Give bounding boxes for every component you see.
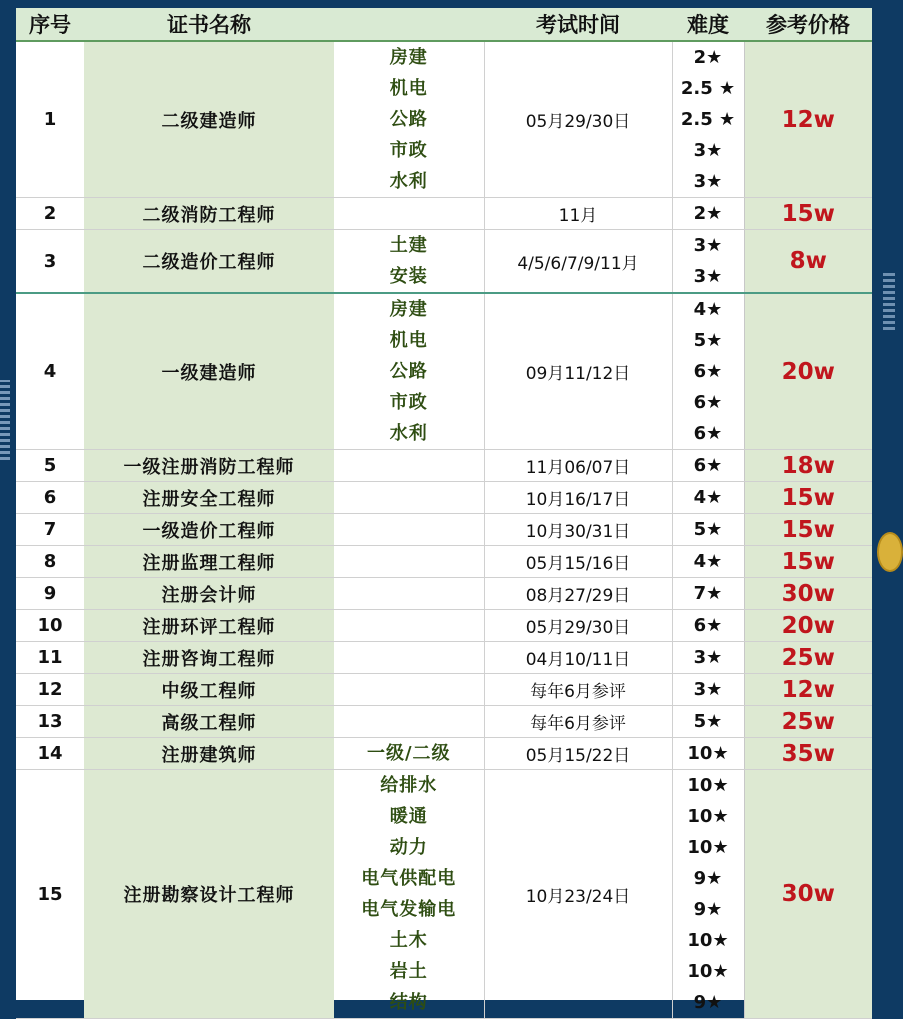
background-pattern-left bbox=[0, 380, 10, 460]
difficulty-rating: 10★ bbox=[687, 961, 729, 982]
exam-time: 10月30/31日 bbox=[484, 514, 672, 546]
row-number: 13 bbox=[16, 706, 84, 738]
difficulty-list bbox=[672, 738, 744, 770]
specialty-item: 机电 bbox=[389, 78, 428, 99]
table-row bbox=[16, 230, 872, 294]
difficulty-rating: 5★ bbox=[693, 711, 723, 732]
header-price: 参考价格 bbox=[744, 8, 872, 41]
difficulty-rating: 2.5 ★ bbox=[680, 78, 736, 99]
specialty-item: 岩土 bbox=[389, 961, 428, 982]
certificate-specialty-list bbox=[334, 198, 484, 230]
specialty-item: 公路 bbox=[389, 109, 428, 130]
table-header-row bbox=[16, 8, 872, 41]
row-number: 14 bbox=[16, 738, 84, 770]
table-row bbox=[16, 546, 872, 578]
exam-time: 10月23/24日 bbox=[484, 770, 672, 1019]
reference-price: 35w bbox=[744, 738, 872, 770]
reference-price: 20w bbox=[744, 610, 872, 642]
difficulty-rating: 3★ bbox=[693, 266, 723, 287]
row-number: 5 bbox=[16, 450, 84, 482]
certificate-specialty-list bbox=[334, 514, 484, 546]
specialty-item: 土木 bbox=[389, 930, 428, 951]
table-row bbox=[16, 770, 872, 1019]
difficulty-rating: 5★ bbox=[693, 519, 723, 540]
row-number: 3 bbox=[16, 230, 84, 294]
difficulty-rating: 3★ bbox=[693, 171, 723, 192]
certificate-name: 注册安全工程师 bbox=[84, 482, 334, 514]
specialty-item: 公路 bbox=[389, 361, 428, 382]
specialty-item: 土建 bbox=[389, 235, 428, 256]
certificate-specialty-list bbox=[334, 450, 484, 482]
specialty-item: 房建 bbox=[389, 299, 428, 320]
exam-time: 11月 bbox=[484, 198, 672, 230]
row-number: 15 bbox=[16, 770, 84, 1019]
difficulty-rating: 6★ bbox=[693, 423, 723, 444]
reference-price: 20w bbox=[744, 293, 872, 450]
exam-time: 4/5/6/7/9/11月 bbox=[484, 230, 672, 294]
certificate-name: 注册环评工程师 bbox=[84, 610, 334, 642]
exam-time: 10月16/17日 bbox=[484, 482, 672, 514]
reference-price: 15w bbox=[744, 198, 872, 230]
specialty-item: 安装 bbox=[389, 266, 428, 287]
difficulty-list bbox=[672, 706, 744, 738]
exam-time: 08月27/29日 bbox=[484, 578, 672, 610]
difficulty-rating: 2.5 ★ bbox=[680, 109, 736, 130]
specialty-item: 电气供配电 bbox=[361, 868, 457, 889]
table-row bbox=[16, 674, 872, 706]
reference-price: 15w bbox=[744, 514, 872, 546]
difficulty-list bbox=[672, 674, 744, 706]
difficulty-list bbox=[672, 198, 744, 230]
specialty-item: 机电 bbox=[389, 330, 428, 351]
table-body bbox=[16, 41, 872, 1019]
difficulty-rating: 10★ bbox=[687, 775, 729, 796]
difficulty-rating: 6★ bbox=[693, 615, 723, 636]
difficulty-list bbox=[672, 546, 744, 578]
row-number: 1 bbox=[16, 41, 84, 198]
certificate-name: 二级造价工程师 bbox=[84, 230, 334, 294]
difficulty-rating: 4★ bbox=[693, 487, 723, 508]
table-row bbox=[16, 706, 872, 738]
table-row bbox=[16, 738, 872, 770]
difficulty-list bbox=[672, 770, 744, 1019]
coin-icon bbox=[877, 532, 903, 572]
specialty-item: 水利 bbox=[389, 423, 428, 444]
reference-price: 30w bbox=[744, 578, 872, 610]
certificate-specialty-list bbox=[334, 674, 484, 706]
row-number: 12 bbox=[16, 674, 84, 706]
specialty-item: 房建 bbox=[389, 47, 428, 68]
certificate-specialty-list bbox=[334, 546, 484, 578]
certificate-name: 二级消防工程师 bbox=[84, 198, 334, 230]
row-number: 6 bbox=[16, 482, 84, 514]
difficulty-list bbox=[672, 41, 744, 198]
reference-price: 30w bbox=[744, 770, 872, 1019]
exam-time: 每年6月参评 bbox=[484, 674, 672, 706]
difficulty-rating: 3★ bbox=[693, 647, 723, 668]
difficulty-rating: 3★ bbox=[693, 235, 723, 256]
difficulty-list bbox=[672, 230, 744, 294]
difficulty-rating: 9★ bbox=[693, 899, 723, 920]
specialty-item: 市政 bbox=[389, 392, 428, 413]
certificate-name: 注册会计师 bbox=[84, 578, 334, 610]
table-row bbox=[16, 482, 872, 514]
difficulty-rating: 2★ bbox=[693, 47, 723, 68]
header-sub bbox=[334, 8, 484, 41]
certificate-name: 二级建造师 bbox=[84, 41, 334, 198]
difficulty-rating: 6★ bbox=[693, 392, 723, 413]
table-row bbox=[16, 578, 872, 610]
difficulty-rating: 4★ bbox=[693, 551, 723, 572]
exam-time: 09月11/12日 bbox=[484, 293, 672, 450]
row-number: 8 bbox=[16, 546, 84, 578]
reference-price: 18w bbox=[744, 450, 872, 482]
certificate-name: 一级建造师 bbox=[84, 293, 334, 450]
difficulty-rating: 4★ bbox=[693, 299, 723, 320]
certificate-specialty-list bbox=[334, 41, 484, 198]
exam-time: 04月10/11日 bbox=[484, 642, 672, 674]
certificate-name: 注册监理工程师 bbox=[84, 546, 334, 578]
table-row bbox=[16, 610, 872, 642]
certificate-name: 一级注册消防工程师 bbox=[84, 450, 334, 482]
table-row bbox=[16, 450, 872, 482]
reference-price: 25w bbox=[744, 642, 872, 674]
difficulty-rating: 5★ bbox=[693, 330, 723, 351]
certificate-name: 注册咨询工程师 bbox=[84, 642, 334, 674]
difficulty-list bbox=[672, 578, 744, 610]
reference-price: 25w bbox=[744, 706, 872, 738]
header-no: 序号 bbox=[16, 8, 84, 41]
table-row bbox=[16, 198, 872, 230]
specialty-item: 动力 bbox=[389, 837, 428, 858]
table-row bbox=[16, 41, 872, 198]
difficulty-list bbox=[672, 482, 744, 514]
certificate-specialty-list bbox=[334, 610, 484, 642]
difficulty-rating: 9★ bbox=[693, 992, 723, 1013]
row-number: 2 bbox=[16, 198, 84, 230]
exam-time: 05月29/30日 bbox=[484, 41, 672, 198]
specialty-item: 市政 bbox=[389, 140, 428, 161]
certificate-specialty-list bbox=[334, 578, 484, 610]
reference-price: 8w bbox=[744, 230, 872, 294]
certificate-name: 一级造价工程师 bbox=[84, 514, 334, 546]
difficulty-list bbox=[672, 514, 744, 546]
difficulty-rating: 10★ bbox=[687, 743, 729, 764]
difficulty-rating: 2★ bbox=[693, 203, 723, 224]
exam-time: 05月15/22日 bbox=[484, 738, 672, 770]
certificate-table bbox=[16, 8, 872, 1019]
row-number: 10 bbox=[16, 610, 84, 642]
header-time: 考试时间 bbox=[484, 8, 672, 41]
certificate-specialty-list bbox=[334, 230, 484, 294]
specialty-item: 水利 bbox=[389, 171, 428, 192]
difficulty-rating: 10★ bbox=[687, 837, 729, 858]
row-number: 11 bbox=[16, 642, 84, 674]
difficulty-rating: 3★ bbox=[693, 140, 723, 161]
certificate-specialty-list bbox=[334, 706, 484, 738]
difficulty-list bbox=[672, 642, 744, 674]
exam-time: 05月29/30日 bbox=[484, 610, 672, 642]
certificate-specialty-list bbox=[334, 293, 484, 450]
difficulty-rating: 3★ bbox=[693, 679, 723, 700]
certificate-table-sheet bbox=[16, 8, 872, 1013]
exam-time: 05月15/16日 bbox=[484, 546, 672, 578]
table-row bbox=[16, 293, 872, 450]
specialty-item: 结构 bbox=[389, 992, 428, 1013]
difficulty-list bbox=[672, 293, 744, 450]
difficulty-list bbox=[672, 450, 744, 482]
row-number: 7 bbox=[16, 514, 84, 546]
exam-time: 每年6月参评 bbox=[484, 706, 672, 738]
certificate-specialty-list bbox=[334, 770, 484, 1019]
specialty-item: 电气发输电 bbox=[361, 899, 457, 920]
reference-price: 15w bbox=[744, 482, 872, 514]
certificate-specialty-list bbox=[334, 738, 484, 770]
difficulty-rating: 7★ bbox=[693, 583, 723, 604]
certificate-name: 高级工程师 bbox=[84, 706, 334, 738]
row-number: 9 bbox=[16, 578, 84, 610]
reference-price: 12w bbox=[744, 674, 872, 706]
reference-price: 15w bbox=[744, 546, 872, 578]
difficulty-rating: 9★ bbox=[693, 868, 723, 889]
specialty-item: 给排水 bbox=[380, 775, 438, 796]
difficulty-rating: 10★ bbox=[687, 930, 729, 951]
specialty-item: 暖通 bbox=[389, 806, 428, 827]
difficulty-list bbox=[672, 610, 744, 642]
certificate-specialty-list bbox=[334, 642, 484, 674]
certificate-name: 注册建筑师 bbox=[84, 738, 334, 770]
reference-price: 12w bbox=[744, 41, 872, 198]
row-number: 4 bbox=[16, 293, 84, 450]
certificate-specialty-list bbox=[334, 482, 484, 514]
difficulty-rating: 6★ bbox=[693, 361, 723, 382]
specialty-item: 一级/二级 bbox=[366, 743, 451, 764]
table-row bbox=[16, 642, 872, 674]
header-difficulty: 难度 bbox=[672, 8, 744, 41]
certificate-name: 中级工程师 bbox=[84, 674, 334, 706]
header-name: 证书名称 bbox=[84, 8, 334, 41]
difficulty-rating: 6★ bbox=[693, 455, 723, 476]
background-pattern-right bbox=[883, 270, 895, 330]
table-row bbox=[16, 514, 872, 546]
exam-time: 11月06/07日 bbox=[484, 450, 672, 482]
certificate-name: 注册勘察设计工程师 bbox=[84, 770, 334, 1019]
difficulty-rating: 10★ bbox=[687, 806, 729, 827]
